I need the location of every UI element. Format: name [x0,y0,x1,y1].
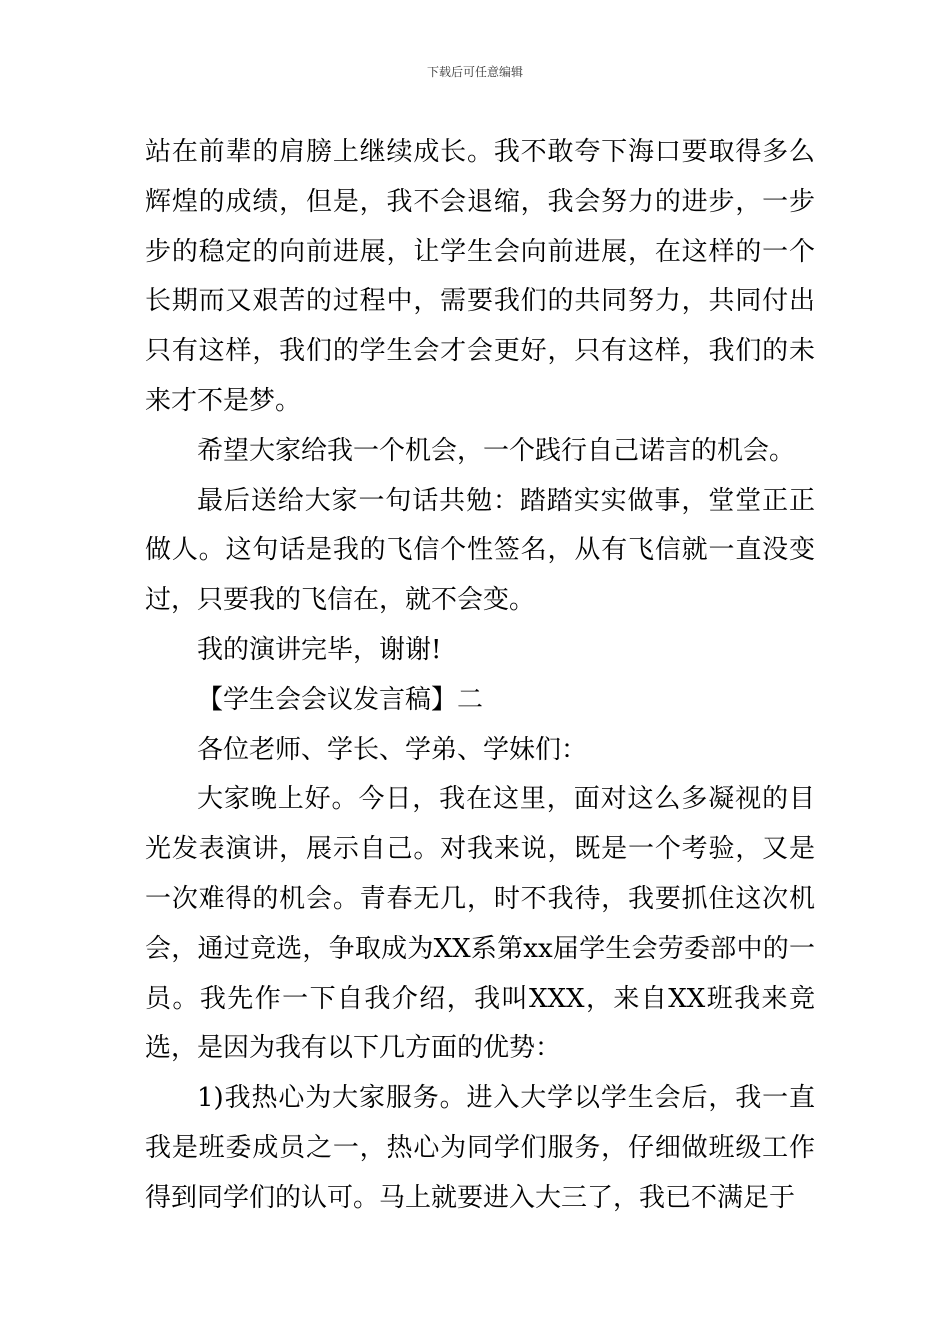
salutation: 各位老师、学长、学弟、学妹们： [197,734,588,765]
paragraph-4: 我的演讲完毕，谢谢! [197,634,442,665]
paragraph-8: 1)我热心为大家服务。进入大学以学生会后，我一直我是班委成员之一，热心为同学们服务，仔细做班级工作得到同学们的认可。马上就要进入大三了，我已不满足于 [145,1083,815,1213]
section-heading: 【学生会会议发言稿】二 [197,684,484,715]
header-note: 下载后可任意编辑 [426,65,523,79]
paragraph-3: 最后送给大家一句话共勉：踏踏实实做事，堂堂正正做人。这句话是我的飞信个性签名，从有飞信就一直没变过，只要我的飞信在，就不会变。 [145,485,815,616]
paragraph-1: 站在前辈的肩膀上继续成长。我不敢夸下海口要取得多么辉煌的成绩，但是，我不会退缩，我会努力的进步，一步步的稳定的向前进展，让学生会向前进展，在这样的一个长期而又艰苦的过程中，需要我们的共同努力，共同付出只有这样，我们的学生会才会更好，只有这样，我们的未来才不是梦。 [145,137,815,416]
document-body [145,128,815,1224]
paragraph-2: 希望大家给我一个机会，一个践行自己诺言的机会。 [197,435,796,466]
paragraph-7: 大家晚上好。今日，我在这里，面对这么多凝视的目光发表演讲，展示自己。对我来说，既是一个考验，又是一次难得的机会。青春无几，时不我待，我要抓住这次机会，通过竞选，争取成为XX系第xx届学生会劳委部中的一员。我先作一下自我介绍，我叫XXX，来自XX班我来竞选，是因为我有以下几方面的优势： [145,784,815,1064]
